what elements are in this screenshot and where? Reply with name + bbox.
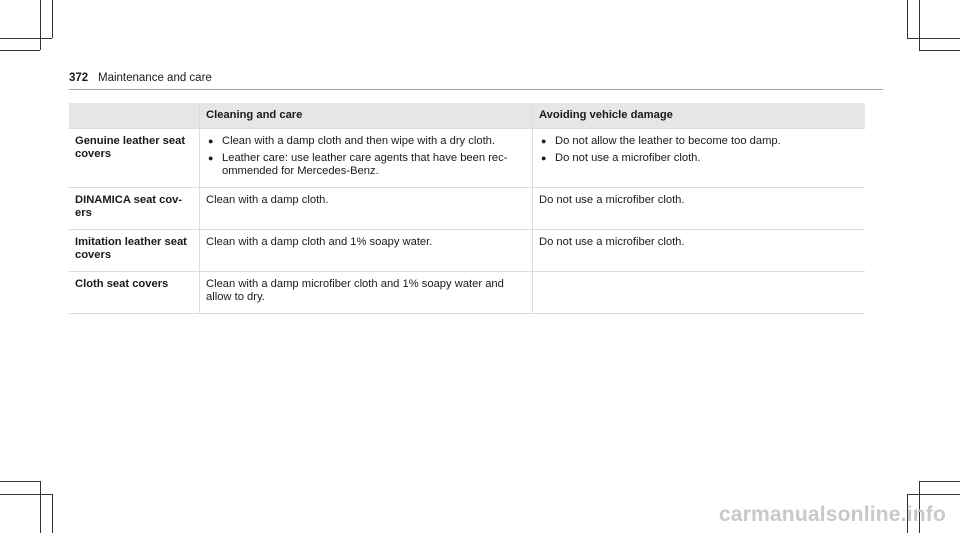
list-item-text: Do not use a microfiber cloth. [555,152,701,164]
bullet-icon: ● [541,153,547,163]
crop-mark [919,50,960,51]
bullet-icon: ● [208,153,214,163]
crop-mark [919,0,920,50]
avoiding-cell: Do not use a microfiber cloth. [533,230,866,272]
crop-mark [907,0,908,38]
crop-mark [907,38,960,39]
bullet-list [539,135,859,165]
list-item [206,135,526,148]
header-rule [69,89,883,90]
cleaning-cell: Clean with a damp microfiber cloth and 1% soapy water and allow to dry. [200,272,533,314]
crop-mark [40,481,41,533]
crop-mark [0,494,52,495]
crop-mark [40,0,41,50]
row-label: Imitation leather seat covers [69,230,200,272]
header-empty [69,103,200,129]
row-label: Genuine leather seat covers [69,129,200,188]
crop-mark [0,481,40,482]
avoiding-cell [533,129,866,188]
bullet-icon: ● [541,136,547,146]
crop-mark [52,494,53,533]
table-row [69,230,865,272]
care-table [69,103,865,314]
crop-mark [907,494,960,495]
list-item-text: Do not allow the leather to become too damp. [555,135,781,147]
bullet-icon: ● [208,136,214,146]
table-row [69,188,865,230]
avoiding-cell: Do not use a microfiber cloth. [533,188,866,230]
header-avoiding: Avoiding vehicle damage [533,103,866,129]
crop-mark [0,50,40,51]
cleaning-cell: Clean with a damp cloth. [200,188,533,230]
bullet-list [206,135,526,178]
cleaning-cell [200,129,533,188]
crop-mark [0,38,52,39]
page-number: 372 [69,72,89,84]
crop-mark [52,0,53,38]
list-item [539,152,859,165]
section-title: Maintenance and care [98,72,212,84]
cleaning-cell: Clean with a damp cloth and 1% soapy water. [200,230,533,272]
list-item-text: Clean with a damp cloth and then wipe with a dry cloth. [222,135,496,147]
list-item [539,135,859,148]
avoiding-cell [533,272,866,314]
running-header [69,72,883,94]
table-row [69,272,865,314]
table-row [69,129,865,188]
list-item [206,152,526,178]
crop-mark [919,481,960,482]
table-header-row [69,103,865,129]
watermark: carmanualsonline.info [718,503,946,526]
row-label: Cloth seat covers [69,272,200,314]
header-cleaning: Cleaning and care [200,103,533,129]
row-label: DINAMICA seat cov-ers [69,188,200,230]
list-item-text: Leather care: use leather care agents that have been rec-ommended for Mercedes-Benz. [222,152,508,177]
